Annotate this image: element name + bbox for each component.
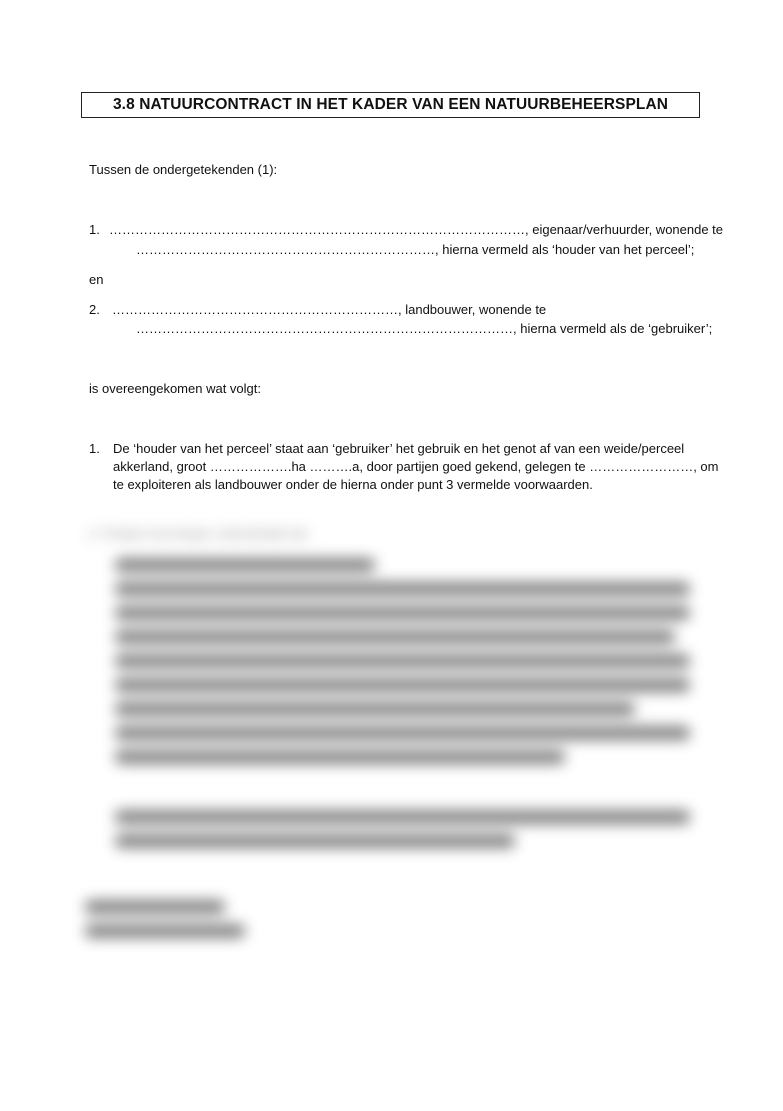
intro-text: Tussen de ondergetekenden (1): xyxy=(89,162,278,177)
clause2-heading: 2. Partijen bevestigen uitdrukkelijk dat: xyxy=(88,526,310,541)
and-text: en xyxy=(89,272,104,287)
party1-line2: ……………………………………………………………, hierna vermeld als ‘houder van het perceel’; xyxy=(136,242,695,257)
party2-number: 2. xyxy=(89,302,100,317)
clause1-line2: akkerland, groot ……………….ha ……….a, door partijen goed gekend, gelegen te ……………………, om xyxy=(113,459,719,474)
clause1-line1: De ‘houder van het perceel’ staat aan ‘gebruiker’ het gebruik en het genot af van een weide/perceel xyxy=(113,441,685,456)
party2-line1: …………………………………………………………, landbouwer, wonende te xyxy=(112,302,547,317)
party1-line1: ……………………………………………………………………………………, eigenaar/verhuurder, wonende te xyxy=(109,222,724,237)
party1-number: 1. xyxy=(89,222,100,237)
document-title: 3.8 NATUURCONTRACT IN HET KADER VAN EEN NATUURBEHEERSPLAN xyxy=(81,92,700,118)
clause1-number: 1. xyxy=(89,441,100,456)
party2-line2: ……………………………………………………………………………, hierna vermeld als de ‘gebruiker’; xyxy=(136,321,713,336)
agreed-text: is overeengekomen wat volgt: xyxy=(89,381,261,396)
clause1-line3: te exploiteren als landbouwer onder de hierna onder punt 3 vermelde voorwaarden. xyxy=(113,477,593,492)
blurred-content xyxy=(70,520,710,950)
